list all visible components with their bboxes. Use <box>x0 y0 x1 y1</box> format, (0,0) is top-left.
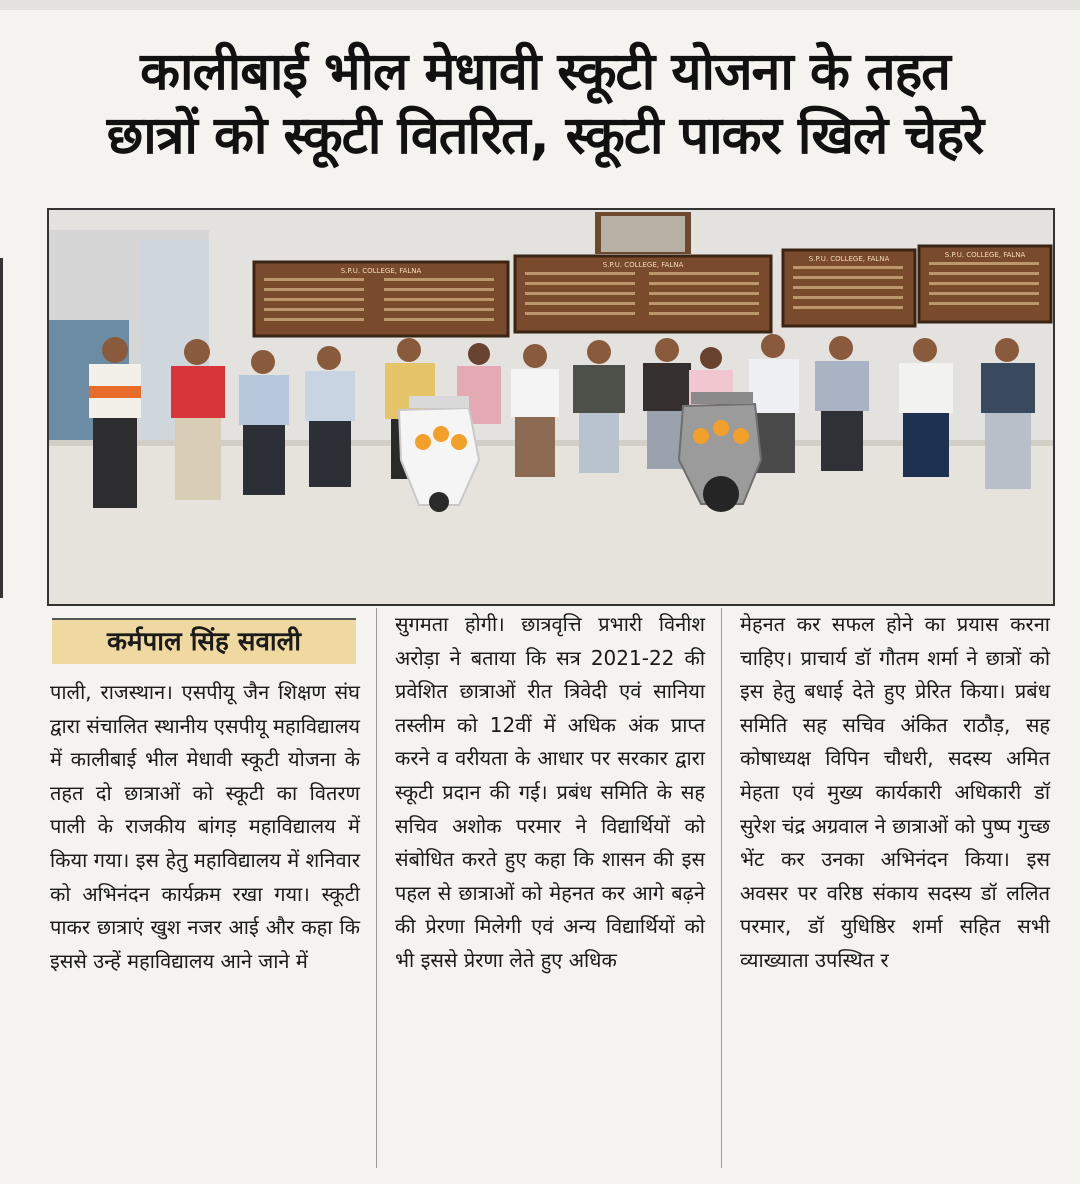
news-photo <box>47 208 1055 606</box>
headline-line-1: कालीबाई भील मेधावी स्कूटी योजना के तहत <box>140 42 950 102</box>
board-label-4: S.P.U. COLLEGE, FALNA <box>944 251 1026 259</box>
article-column-1: पाली, राजस्थान। एसपीयू जैन शिक्षण संघ द्वारा संचालित स्थानीय एसपीयू महाविद्यालय में कालीबाई भील मेधावी स्कूटी योजना के तहत दो छात्राओं को स्कूटी का वितरण पाली के राजकीय बांगड़ महाविद्यालय में किया गया। इस हेतु महाविद्यालय में शनिवार को अभिनंदन कार्यक्रम रखा गया। स्कूटी पाकर छात्राएं खुश नजर आई और कहा कि इससे उन्हें महाविद्यालय आने जाने में <box>50 680 360 973</box>
board-label-2: S.P.U. COLLEGE, FALNA <box>602 261 684 269</box>
column-divider-1 <box>376 608 377 1168</box>
top-clipped-text-strip <box>0 0 1080 10</box>
article-column-2: सुगमता होगी। छात्रवृत्ति प्रभारी विनीश अरोड़ा ने बताया कि सत्र 2021-22 की प्रवेशित छात्राओं रीत त्रिवेदी एवं सानिया तस्लीम को 12वीं में अधिक अंक प्राप्त करने व वरीयता के आधार पर सरकार द्वारा स्कूटी प्रदान की गई। प्रबंध समिति के सह सचिव अशोक परमार ने विद्यार्थियों को संबोधित करते हुए कहा कि शासन की इस पहल से छात्राओं को मेहनत कर आगे बढ़ने की प्रेरणा मिलेगी एवं अन्य विद्यार्थियों को भी इससे प्रेरणा लेते हुए अधिक <box>395 612 705 972</box>
left-column-border <box>0 258 3 598</box>
byline: कर्मपाल सिंह सवाली <box>52 618 356 664</box>
photo-illustration <box>49 210 1053 604</box>
headline-line-2: छात्रों को स्कूटी वितरित, स्कूटी पाकर खिले चेहरे <box>106 106 984 166</box>
headline <box>30 40 1060 168</box>
column-divider-2 <box>721 608 722 1168</box>
board-label-3: S.P.U. COLLEGE, FALNA <box>808 255 890 263</box>
board-label-1: S.P.U. COLLEGE, FALNA <box>340 267 422 275</box>
article-column-3: मेहनत कर सफल होने का प्रयास करना चाहिए। प्राचार्य डॉ गौतम शर्मा ने छात्रों को इस हेतु बधाई देते हुए प्रेरित किया। प्रबंध समिति सह सचिव अंकित राठौड़, सह कोषाध्यक्ष विपिन चौधरी, सदस्य अमित मेहता एवं मुख्य कार्यकारी अधिकारी डॉ सुरेश चंद्र अग्रवाल ने छात्राओं को पुष्प गुच्छ भेंट कर उनका अभिनंदन किया। इस अवसर पर वरिष्ठ संकाय सदस्य डॉ ललित परमार, डॉ युधिष्ठिर शर्मा सहित सभी व्याख्याता उपस्थित र <box>740 612 1050 972</box>
